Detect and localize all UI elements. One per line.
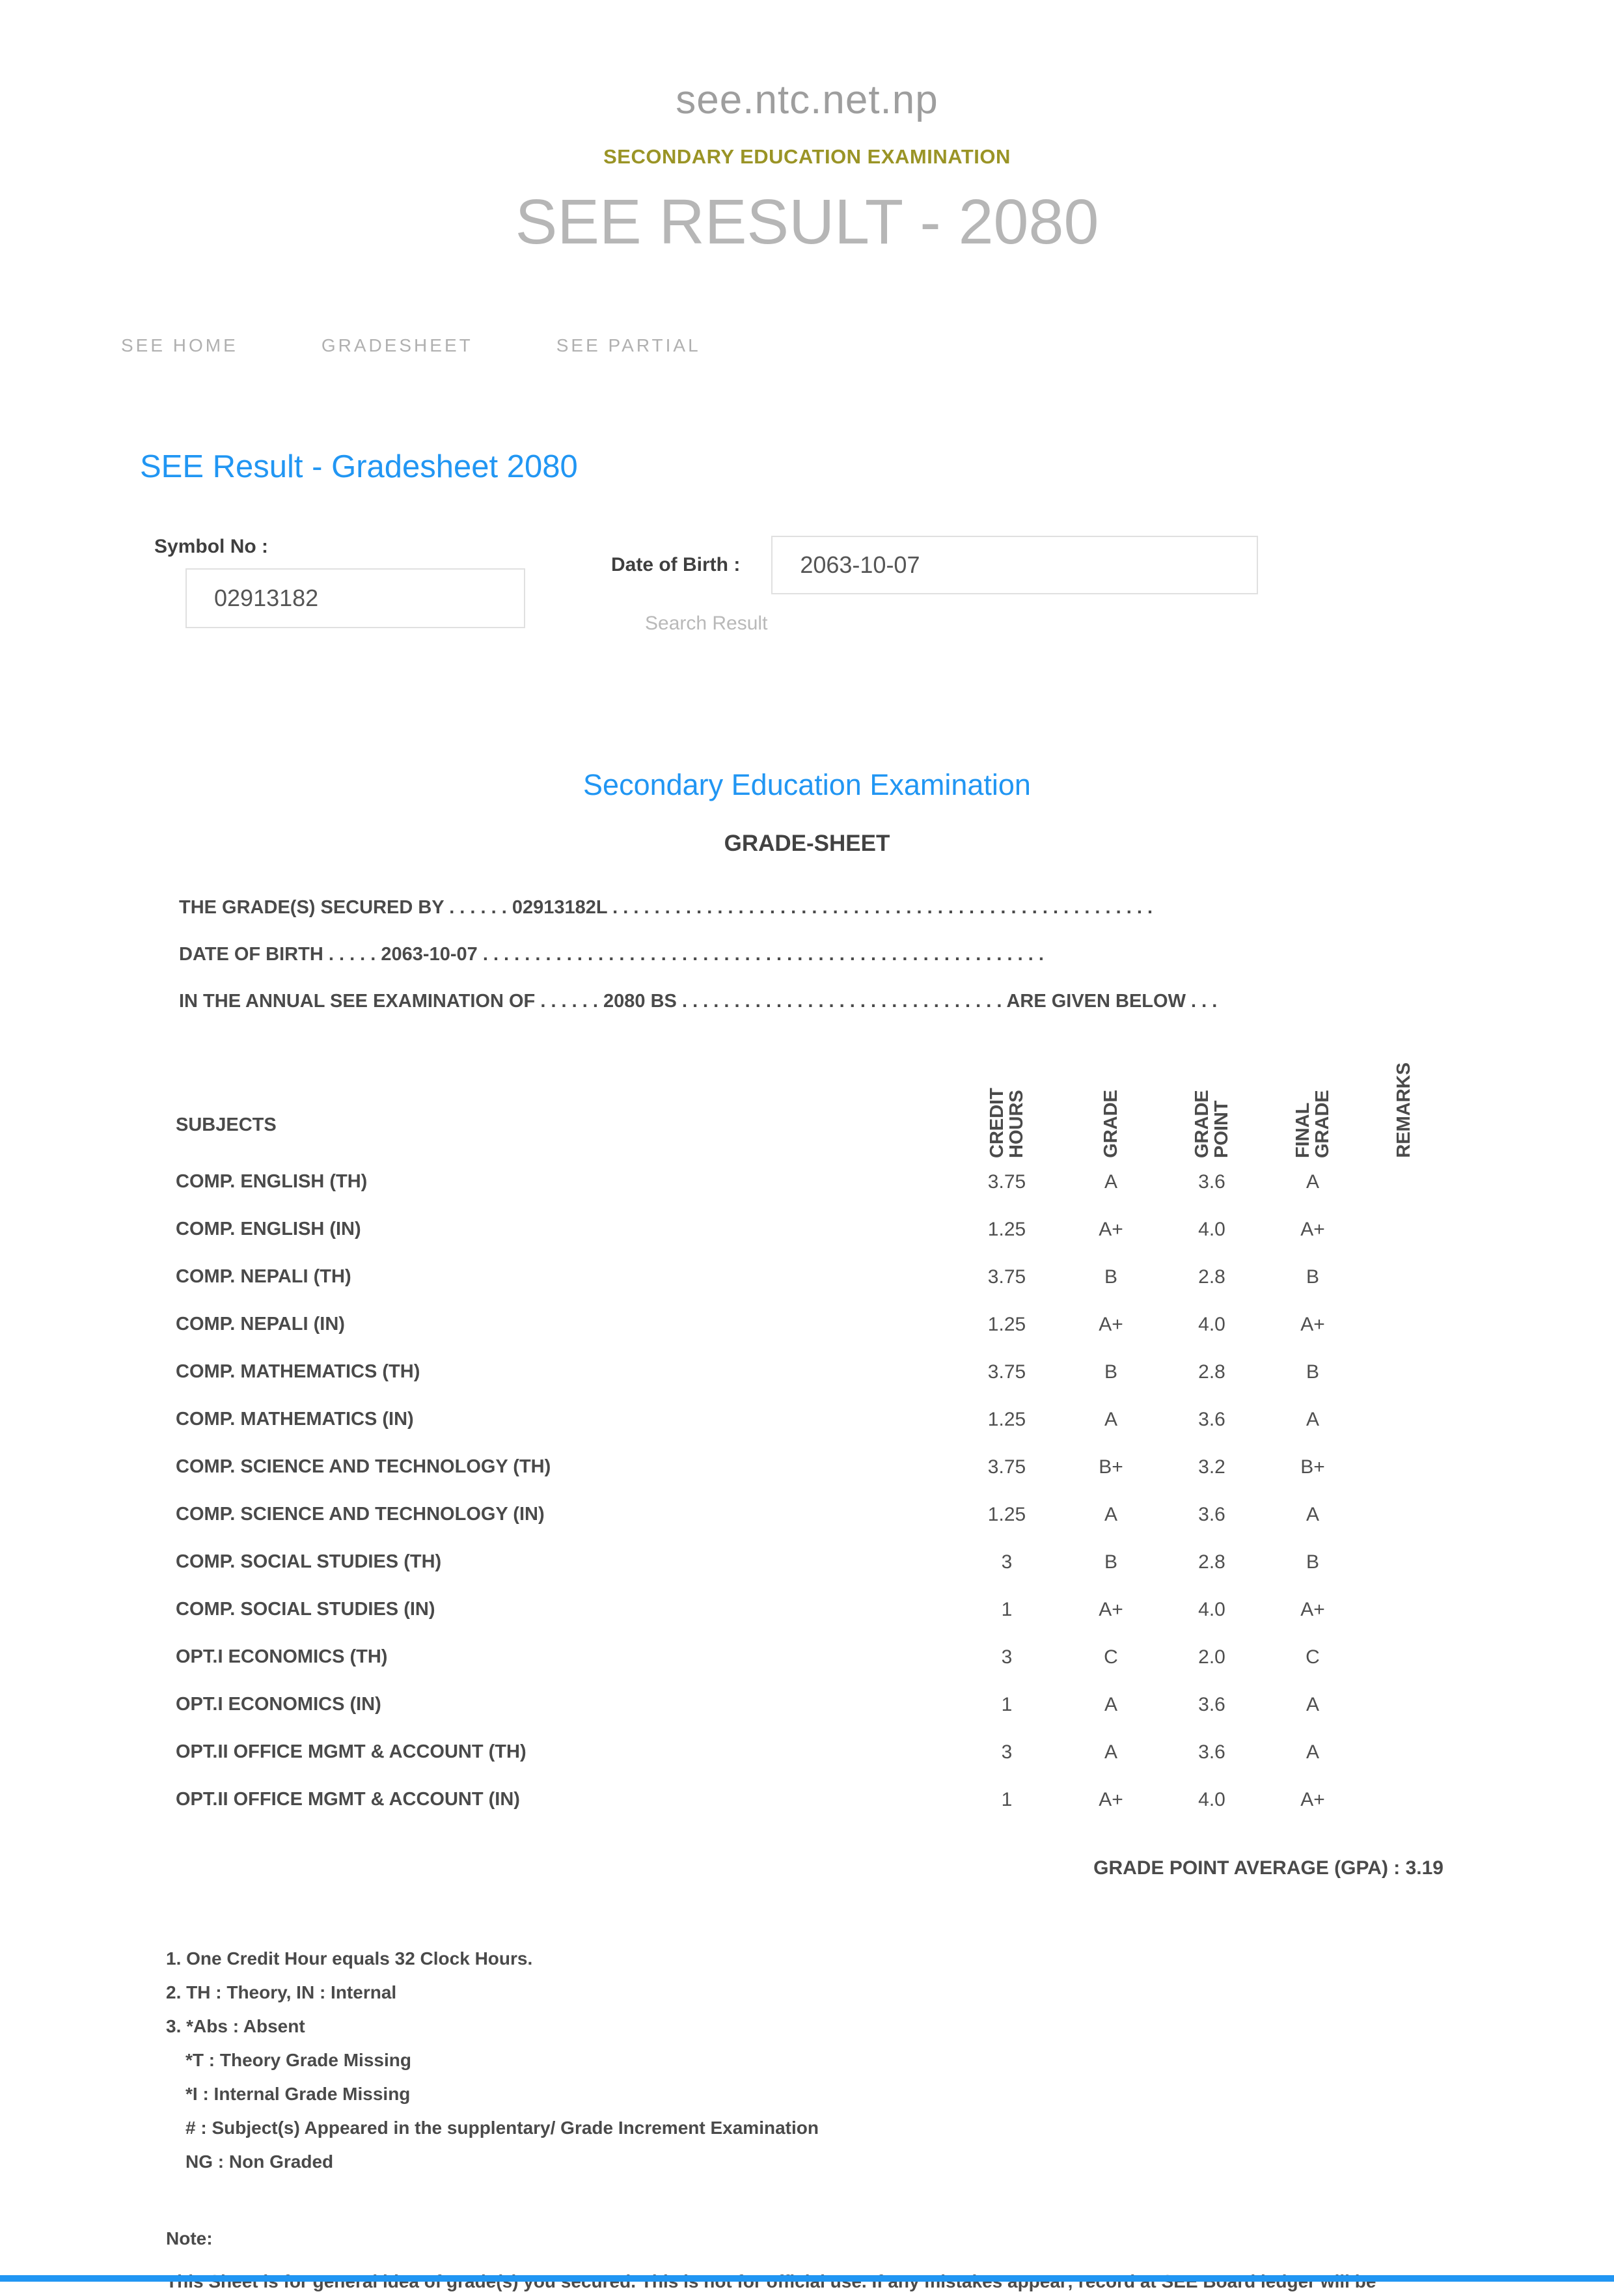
header-final-grade: FINAL GRADE xyxy=(1293,1090,1333,1158)
table-row xyxy=(176,1253,1446,1301)
cell-subject: COMP. SOCIAL STUDIES (IN) xyxy=(176,1599,435,1620)
cell-grade-point: 3.6 xyxy=(1198,1170,1225,1193)
cell-final-grade: A xyxy=(1306,1693,1319,1715)
table-row xyxy=(176,1728,1446,1776)
cell-grade: B+ xyxy=(1099,1456,1123,1478)
cell-grade: A+ xyxy=(1099,1598,1123,1620)
nav-item-gradesheet[interactable]: GRADESHEET xyxy=(321,335,473,355)
cell-grade: A xyxy=(1104,1503,1117,1525)
cell-subject: COMP. SCIENCE AND TECHNOLOGY (IN) xyxy=(176,1504,545,1525)
cell-credit-hours: 1 xyxy=(1001,1788,1013,1810)
header-grade-point: GRADE POINT xyxy=(1192,1090,1232,1158)
table-row xyxy=(176,1348,1446,1396)
cell-final-grade: C xyxy=(1306,1646,1320,1668)
result-title: Secondary Education Examination xyxy=(583,768,1031,801)
gpa-total: GRADE POINT AVERAGE (GPA) : 3.19 xyxy=(1093,1857,1443,1879)
cell-grade-point: 2.0 xyxy=(1198,1646,1225,1668)
grade-line-dob: DATE OF BIRTH . . . . . 2063-10-07 . . . . . . . . . . . . . . . . . . . . . . . . . . . . . . . . . . . . . . . . . . . . . . . . . . . . . . xyxy=(179,944,1044,965)
cell-credit-hours: 3.75 xyxy=(987,1170,1026,1193)
footer-note-label: Note: xyxy=(166,2228,213,2248)
header-grade: GRADE xyxy=(1101,1090,1121,1158)
note-item: *I : Internal Grade Missing xyxy=(185,2084,411,2104)
masthead xyxy=(0,0,1614,258)
table-row xyxy=(176,1538,1446,1586)
cell-credit-hours: 3.75 xyxy=(987,1456,1026,1478)
note-item: NG : Non Graded xyxy=(185,2151,334,2172)
notes-list xyxy=(166,1942,1464,2179)
cell-subject: COMP. ENGLISH (TH) xyxy=(176,1171,368,1192)
table-row xyxy=(176,1396,1446,1443)
cell-grade: C xyxy=(1104,1646,1118,1668)
cell-grade-point: 4.0 xyxy=(1198,1598,1225,1620)
cell-final-grade: A+ xyxy=(1300,1218,1325,1240)
cell-grade-point: 3.6 xyxy=(1198,1693,1225,1715)
cell-subject: COMP. MATHEMATICS (IN) xyxy=(176,1409,414,1430)
nav-item-see-home[interactable]: SEE HOME xyxy=(121,335,238,355)
symbol-input[interactable] xyxy=(185,568,525,628)
header-remarks: REMARKS xyxy=(1393,1062,1414,1158)
cell-credit-hours: 3 xyxy=(1001,1741,1013,1763)
site-title: see.ntc.net.np xyxy=(676,77,938,122)
cell-grade-point: 3.2 xyxy=(1198,1456,1225,1478)
table-row xyxy=(176,1776,1446,1823)
cell-credit-hours: 1.25 xyxy=(987,1408,1026,1430)
grade-sheet-intro xyxy=(179,897,1464,1012)
cell-grade-point: 2.8 xyxy=(1198,1266,1225,1288)
symbol-field-group xyxy=(154,536,525,628)
cell-subject: OPT.II OFFICE MGMT & ACCOUNT (TH) xyxy=(176,1741,527,1762)
cell-grade-point: 4.0 xyxy=(1198,1313,1225,1335)
symbol-number-value: 02913182L xyxy=(512,897,608,918)
table-row xyxy=(176,1681,1446,1728)
cell-final-grade: A xyxy=(1306,1408,1319,1430)
cell-grade: A xyxy=(1104,1741,1117,1763)
grade-line-exam-year: IN THE ANNUAL SEE EXAMINATION OF . . . . . . 2080 BS . . . . . . . . . . . . . . . . . . . . . . . . . . . . . . . ARE GIVEN BELOW . . . xyxy=(179,991,1218,1012)
cell-final-grade: A+ xyxy=(1300,1598,1325,1620)
cell-grade: A+ xyxy=(1099,1313,1123,1335)
note-item: 1. One Credit Hour equals 32 Clock Hours. xyxy=(166,1948,533,1969)
cell-subject: COMP. SOCIAL STUDIES (TH) xyxy=(176,1551,442,1572)
footer-note xyxy=(166,2228,1497,2296)
cell-credit-hours: 1.25 xyxy=(987,1313,1026,1335)
cell-subject: COMP. ENGLISH (IN) xyxy=(176,1219,361,1239)
footer-note-text xyxy=(166,2267,1497,2296)
cell-subject: OPT.I ECONOMICS (IN) xyxy=(176,1694,381,1715)
cell-final-grade: B xyxy=(1306,1551,1319,1573)
nav-item-see-partial[interactable]: SEE PARTIAL xyxy=(556,335,701,355)
cell-final-grade: A xyxy=(1306,1741,1319,1763)
cell-grade-point: 3.6 xyxy=(1198,1408,1225,1430)
table-row xyxy=(176,1586,1446,1633)
note-item: 3. *Abs : Absent xyxy=(166,2016,305,2036)
dob-input[interactable] xyxy=(771,536,1258,594)
table-row xyxy=(176,1301,1446,1348)
cell-final-grade: B+ xyxy=(1300,1456,1325,1478)
cell-final-grade: B xyxy=(1306,1266,1319,1288)
search-result-button[interactable]: Search Result xyxy=(645,613,768,634)
cell-grade: A xyxy=(1104,1170,1117,1193)
table-header-row xyxy=(176,1038,1446,1158)
main-nav xyxy=(0,335,1614,356)
cell-credit-hours: 1.25 xyxy=(987,1503,1026,1525)
cell-grade-point: 2.8 xyxy=(1198,1361,1225,1383)
symbol-label: Symbol No : xyxy=(154,536,269,557)
section-heading: SEE Result - Gradesheet 2080 xyxy=(140,449,578,484)
dob-label: Date of Birth : xyxy=(611,554,741,575)
cell-grade: B xyxy=(1104,1266,1117,1288)
note-item: # : Subject(s) Appeared in the supplentary/ Grade Increment Examination xyxy=(185,2118,819,2138)
exam-year-value: 2080 BS xyxy=(603,991,677,1012)
page-title: SEE RESULT - 2080 xyxy=(515,186,1099,257)
cell-grade: B xyxy=(1104,1361,1117,1383)
cell-credit-hours: 1 xyxy=(1001,1693,1013,1715)
cell-credit-hours: 3 xyxy=(1001,1551,1013,1573)
cell-grade: A xyxy=(1104,1408,1117,1430)
header-subjects: SUBJECTS xyxy=(176,1114,277,1135)
cell-final-grade: A+ xyxy=(1300,1788,1325,1810)
cell-subject: COMP. MATHEMATICS (TH) xyxy=(176,1361,420,1382)
table-row xyxy=(176,1158,1446,1206)
cell-final-grade: A xyxy=(1306,1170,1319,1193)
dob-field-group xyxy=(611,536,1258,635)
table-row xyxy=(176,1443,1446,1491)
cell-subject: COMP. SCIENCE AND TECHNOLOGY (TH) xyxy=(176,1456,551,1477)
bottom-accent-bar xyxy=(0,2275,1614,2282)
table-row xyxy=(176,1206,1446,1253)
org-title: SECONDARY EDUCATION EXAMINATION xyxy=(603,145,1011,168)
cell-grade: A+ xyxy=(1099,1788,1123,1810)
cell-grade-point: 3.6 xyxy=(1198,1503,1225,1525)
cell-credit-hours: 3.75 xyxy=(987,1266,1026,1288)
cell-subject: OPT.I ECONOMICS (TH) xyxy=(176,1646,388,1667)
cell-grade: A xyxy=(1104,1693,1117,1715)
result-subtitle: GRADE-SHEET xyxy=(724,831,890,856)
search-form xyxy=(0,536,1614,635)
cell-grade: B xyxy=(1104,1551,1117,1573)
cell-credit-hours: 1.25 xyxy=(987,1218,1026,1240)
cell-final-grade: A xyxy=(1306,1503,1319,1525)
cell-subject: OPT.II OFFICE MGMT & ACCOUNT (IN) xyxy=(176,1789,520,1810)
cell-grade: A+ xyxy=(1099,1218,1123,1240)
cell-grade-point: 4.0 xyxy=(1198,1788,1225,1810)
header-credit-hours: CREDIT HOURS xyxy=(987,1088,1027,1158)
cell-subject: COMP. NEPALI (TH) xyxy=(176,1266,351,1287)
cell-credit-hours: 3 xyxy=(1001,1646,1013,1668)
note-item: *T : Theory Grade Missing xyxy=(185,2050,411,2070)
cell-grade-point: 4.0 xyxy=(1198,1218,1225,1240)
cell-subject: COMP. NEPALI (IN) xyxy=(176,1314,345,1335)
dob-value: 2063-10-07 xyxy=(381,944,478,965)
grade-line-secured-by: THE GRADE(S) SECURED BY . . . . . . 02913182L . . . . . . . . . . . . . . . . . . . . . . . . . . . . . . . . . . . . . . . . . . . . . . . . . . . . xyxy=(179,897,1153,918)
note-item: 2. TH : Theory, IN : Internal xyxy=(166,1982,397,2002)
grades-table xyxy=(176,1038,1446,1823)
table-row xyxy=(176,1633,1446,1681)
cell-credit-hours: 3.75 xyxy=(987,1361,1026,1383)
cell-grade-point: 3.6 xyxy=(1198,1741,1225,1763)
cell-final-grade: A+ xyxy=(1300,1313,1325,1335)
cell-final-grade: B xyxy=(1306,1361,1319,1383)
cell-grade-point: 2.8 xyxy=(1198,1551,1225,1573)
table-row xyxy=(176,1491,1446,1538)
cell-credit-hours: 1 xyxy=(1001,1598,1013,1620)
